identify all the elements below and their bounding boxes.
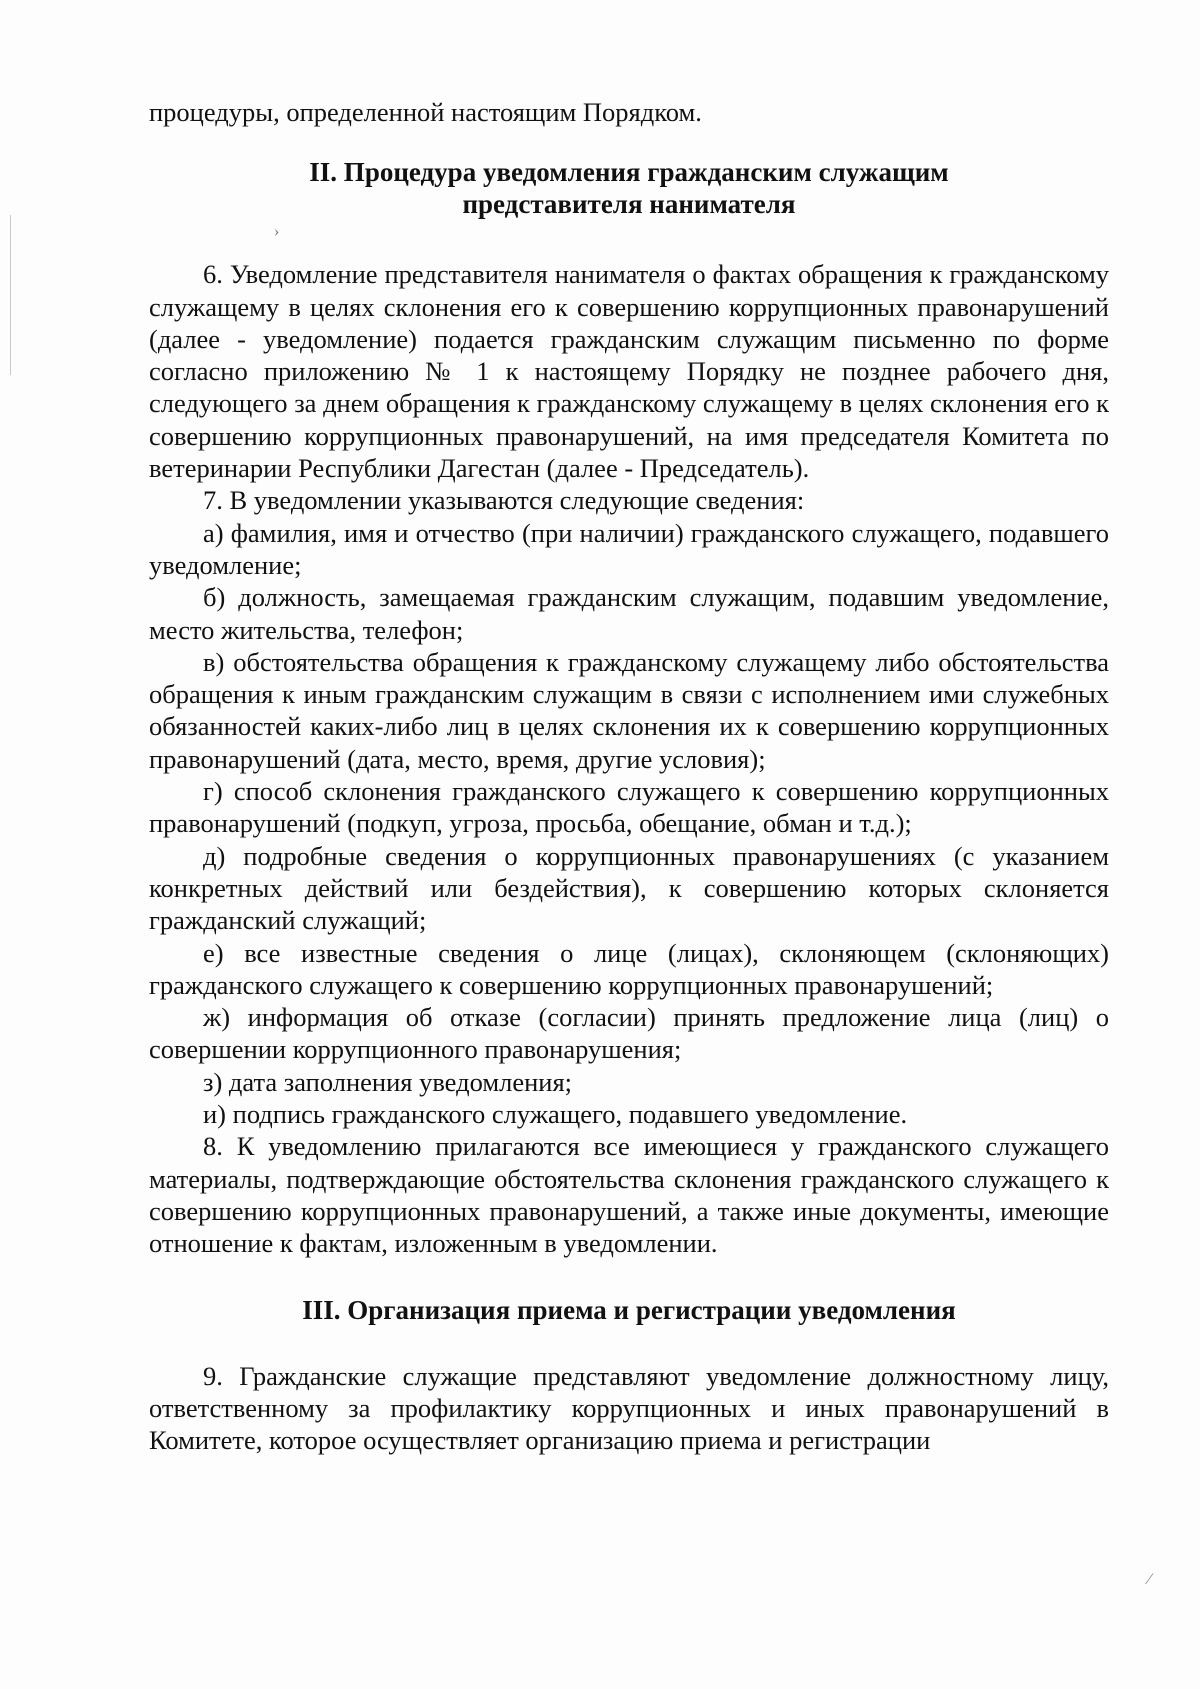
section-2-title-line-1: II. Процедура уведомления гражданским служащим (309, 157, 949, 188)
scan-speck-mark: › (274, 223, 280, 240)
list-item-a: а) фамилия, имя и отчество (при наличии) гражданского служащего, подавшего уведомление; (149, 517, 1109, 580)
list-item-i: и) подпись гражданского служащего, подавшего уведомление. (203, 1099, 908, 1130)
list-item-g: г) способ склонения гражданского служащего к совершению коррупционных правонарушений (подкуп, угроза, просьба, обещание, обман и т.д.); (149, 776, 1109, 839)
list-item-b: б) должность, замещаемая гражданским служащим, подавшим уведомление, место жительства, телефон; (149, 582, 1109, 645)
spacer (149, 1260, 1109, 1294)
section-3-title: III. Организация приема и регистрации уведомления (302, 1294, 956, 1325)
list-item-v: в) обстоятельства обращения к гражданскому служащему либо обстоятельства обращения к иным гражданским служащим в связи с исполнением ими служебных обязанностей каких-либо лиц в целях склонения их к совершению коррупционных правонарушений (дата, место, время, другие условия); (149, 646, 1109, 774)
spacer (149, 128, 1109, 156)
paragraph-7: 7. В уведомлении указываются следующие сведения: (203, 485, 805, 516)
spacer (149, 220, 1109, 258)
list-item-zh: ж) информация об отказе (согласии) принять предложение лица (лиц) о совершении коррупционного правонарушения; (149, 1002, 1109, 1065)
paragraph-8: 8. К уведомлению прилагаются все имеющиеся у гражданского служащего материалы, подтверждающие обстоятельства склонения гражданского служащего к совершению коррупционных правонарушений, а также иные документы, имеющие отношение к фактам, изложенным в уведомлении. (149, 1131, 1109, 1259)
lead-line: процедуры, определенной настоящим Порядком. (149, 97, 702, 127)
scan-speck-mark: ⁄ (1148, 1571, 1151, 1588)
list-item-e: е) все известные сведения о лице (лицах), склоняющем (склоняющих) гражданского служащего к совершению коррупционных правонарушений; (149, 937, 1109, 1000)
paragraph-6: 6. Уведомление представителя нанимателя о фактах обращения к гражданскому служащему в целях склонения его к совершению коррупционных правонарушений (далее - уведомление) подается гражданским служащим письменно по форме согласно приложению № 1 к настоящему Порядку не позднее рабочего дня, следующего за днем обращения к гражданскому служащему в целях склонения его к совершению коррупционных правонарушений, на имя председателя Комитета по ветеринарии Республики Дагестан (далее - Председатель). (149, 259, 1109, 484)
list-item-d: д) подробные сведения о коррупционных правонарушениях (с указанием конкретных действий или бездействия), к совершению которых склоняется гражданский служащий; (149, 840, 1109, 936)
list-item-z: з) дата заполнения уведомления; (203, 1066, 572, 1097)
scan-edge-line (10, 215, 11, 375)
spacer (149, 1326, 1109, 1360)
document-body (149, 96, 1109, 1456)
paragraph-9: 9. Гражданские служащие представляют уведомление должностному лицу, ответственному за профилактику коррупционных и иных правонарушений в Комитете, которое осуществляет организацию приема и регистрации (149, 1360, 1109, 1456)
section-2-title-line-2: представителя нанимателя (462, 189, 796, 220)
